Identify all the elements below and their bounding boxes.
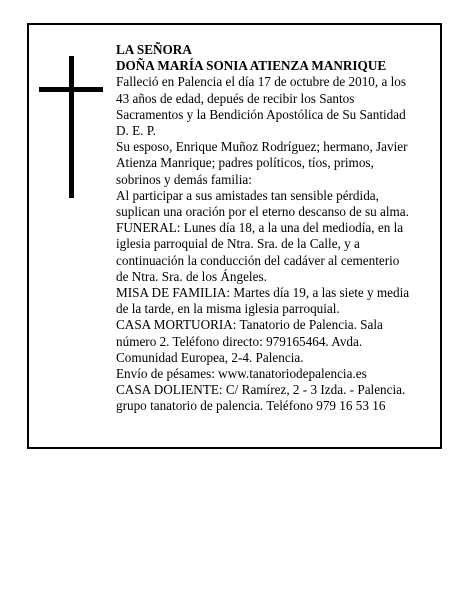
obituary-text — [116, 42, 436, 415]
text-line: número 2. Teléfono directo: 979165464. Avda. — [116, 333, 363, 349]
text-line: Atienza Manrique; padres políticos, tíos, primos, — [116, 155, 374, 171]
obituary-heading: LA SEÑORA — [116, 42, 192, 57]
deceased-name: DOÑA MARÍA SONIA ATIENZA MANRIQUE — [116, 58, 387, 74]
text-line: CASA DOLIENTE: C/ Ramírez, 2 - 3 Izda. - Palencia. — [116, 382, 406, 398]
text-line: iglesia parroquial de Ntra. Sra. de la Calle, y a — [116, 236, 360, 252]
text-line: Falleció en Palencia el día 17 de octubre de 2010, a los — [116, 74, 407, 90]
text-line: MISA DE FAMILIA: Martes día 19, a las siete y media — [116, 285, 410, 301]
text-line: de la tarde, en la misma iglesia parroquial. — [116, 301, 340, 317]
text-line: Sacramentos y la Bendición Apostólica de Su Santidad — [116, 106, 406, 122]
text-line: continuación la conducción del cadáver al cementerio — [116, 252, 400, 268]
text-line: de Ntra. Sra. de los Ángeles. — [116, 268, 267, 284]
text-line: suplican una oración por el eterno descanso de su alma. — [116, 204, 409, 220]
text-line: sobrinos y demás familia: — [116, 171, 252, 187]
text-line: FUNERAL: Lunes día 18, a la una del mediodía, en la — [116, 220, 404, 236]
text-line: Al participar a sus amistades tan sensible pérdida, — [116, 187, 379, 203]
text-line: CASA MORTUORIA: Tanatorio de Palencia. Sala — [116, 317, 383, 333]
text-line: Envío de pésames: www.tanatoriodepalencia.es — [116, 366, 367, 382]
text-line: 43 años de edad, depués de recibir los Santos — [116, 90, 355, 106]
text-line: Su esposo, Enrique Muñoz Rodríguez; hermano, Javier — [116, 139, 408, 155]
text-line: D. E. P. — [116, 123, 156, 139]
cross-icon-crossbar — [39, 87, 103, 92]
obituary-notice — [27, 23, 442, 449]
text-line: Comunidad Europea, 2-4. Palencia. — [116, 349, 304, 365]
cross-icon — [69, 56, 74, 198]
text-line: grupo tanatorio de palencia. Teléfono 979 16 53 16 — [116, 398, 386, 414]
